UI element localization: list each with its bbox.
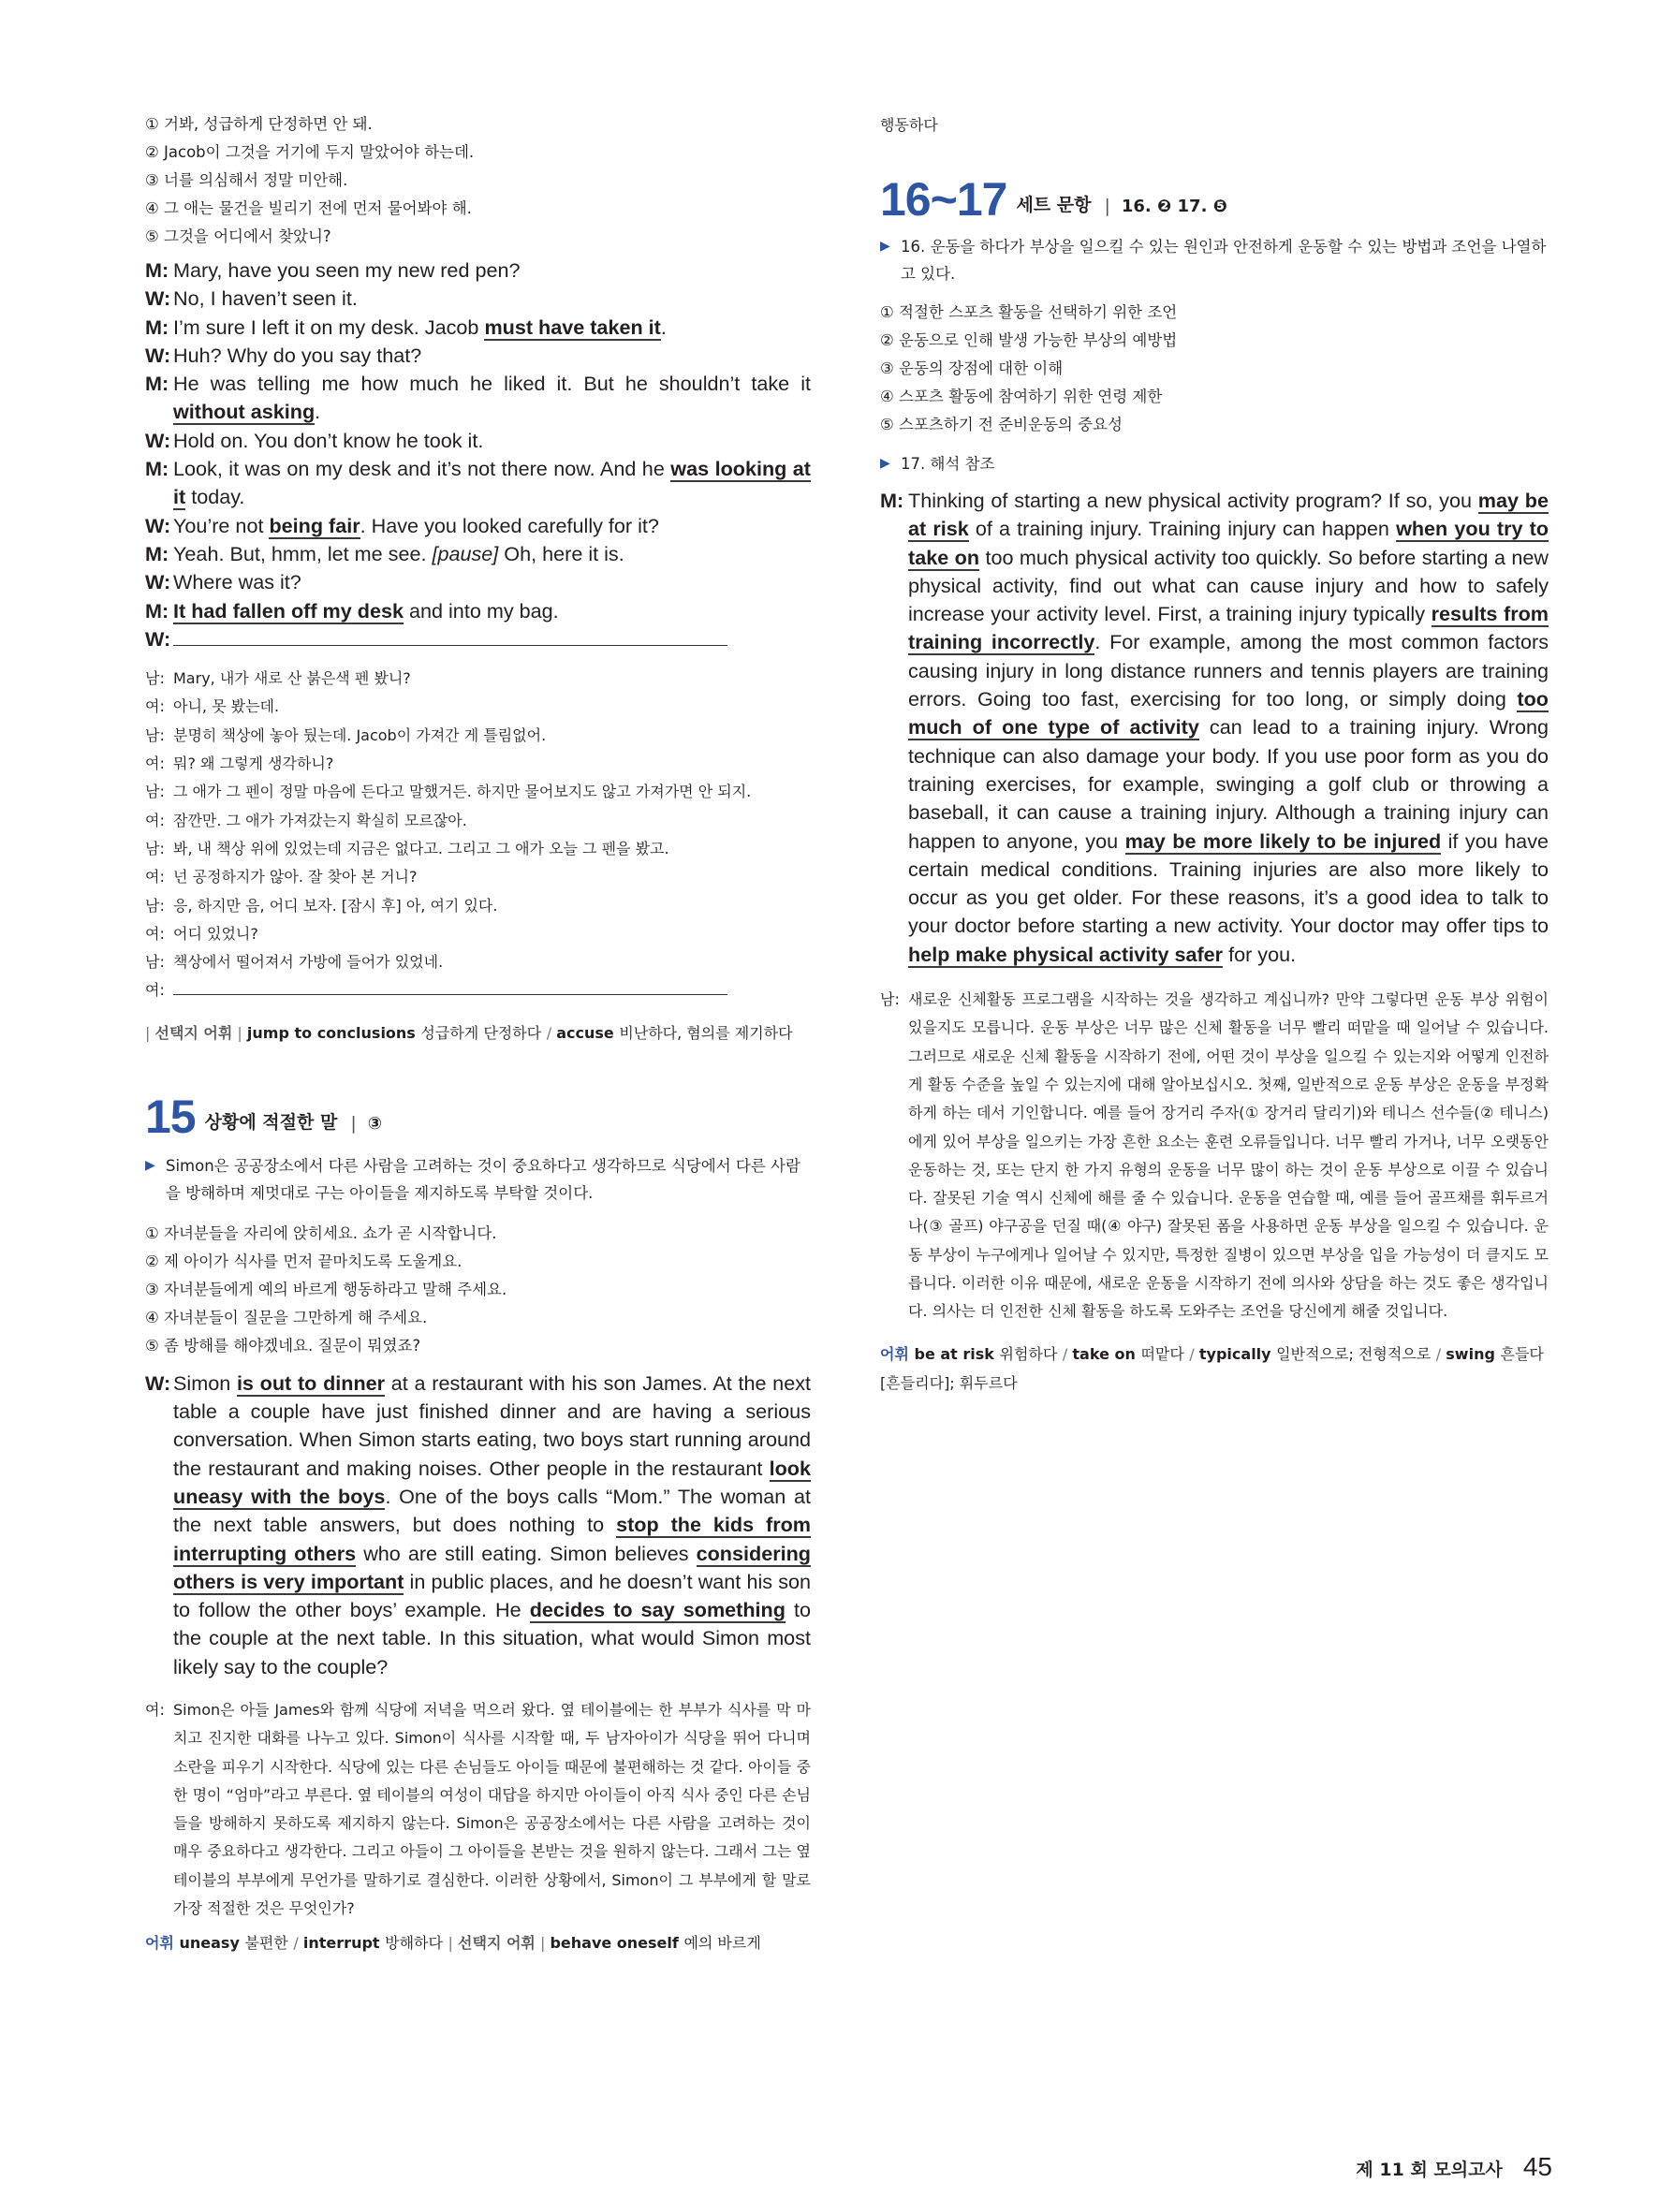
dialogue-line	[145, 693, 811, 721]
passage-body	[880, 487, 1549, 969]
speaker-label: M:	[145, 315, 169, 339]
dialogue-line	[145, 750, 811, 778]
vocab-meaning: 성급하게 단정하다	[420, 1023, 542, 1042]
option-item: ① 자녀분들을 자리에 앉히세요. 쇼가 곧 시작합니다.	[145, 1223, 497, 1242]
speaker-label: W:	[145, 428, 171, 452]
right-column	[880, 110, 1549, 1398]
line-text: Look, it was on my desk and it’s not there now. And he	[173, 457, 671, 481]
passage-body	[145, 1370, 811, 1681]
speaker-label: 남:	[145, 839, 165, 857]
passage-text: too much physical activity too quickly. So before starting a new physical activity, find out what can cause injury and how to safely increase your activity level. First, a training injury typically	[908, 545, 1549, 626]
speaker-label: 여:	[145, 697, 165, 716]
vocab-term: jump to conclusions	[246, 1023, 416, 1042]
vocab-term: be at risk	[914, 1344, 994, 1363]
dialogue-line	[145, 778, 811, 806]
vocab-label: 어휘	[880, 1344, 909, 1363]
section-number: 16~17	[880, 173, 1007, 226]
passage-text: Simon	[173, 1370, 237, 1395]
speaker-label: M:	[145, 258, 169, 282]
speaker-label: 여:	[145, 754, 165, 773]
stage-direction: [잠시 후]	[341, 896, 402, 915]
vocab-term: typically	[1198, 1344, 1271, 1363]
dialogue-line	[145, 256, 811, 285]
speaker-label: W:	[145, 513, 171, 537]
dialogue-line	[145, 427, 811, 455]
speaker-label: 여:	[145, 811, 165, 829]
key-expression: stop the kids from interrupting others	[173, 1513, 811, 1565]
triangle-bullet-icon: ▶	[145, 1157, 155, 1173]
q15-vocab: 어휘 uneasy 불편한 / interrupt 방해하다 | 선택지 어휘 | behave oneself 예의 바르게	[145, 1934, 761, 1953]
q15-options	[145, 1220, 811, 1360]
key-expression: was looking at it	[173, 457, 811, 509]
key-expression: results from training incorrectly	[908, 602, 1549, 654]
vocab-meaning: 방해하다	[385, 1934, 443, 1953]
line-text: 그 애가 그 펜이 정말 마음에 든다고 말했거든. 하지만 물어보지도 않고 가져가면 안 되지.	[173, 783, 752, 801]
speaker-label: M:	[145, 541, 169, 565]
section-divider: |	[1104, 196, 1110, 216]
dialogue-line	[145, 455, 811, 512]
vocab-meaning: 일반적으로; 전형적으로	[1276, 1344, 1432, 1363]
vocab-label: 어휘	[145, 1934, 174, 1953]
q14-options	[145, 110, 811, 251]
line-text: 잠깐만. 그 애가 가져갔는지 확실히 모르잖아.	[173, 811, 467, 829]
dialogue-line	[145, 568, 811, 596]
line-text: . Have you looked carefully for it?	[360, 513, 659, 537]
line-text: Oh, here it is.	[498, 541, 624, 565]
section-title: 상황에 적절한 말	[204, 1111, 338, 1133]
dialogue-line	[145, 920, 811, 948]
option-item: ② 운동으로 인해 발생 가능한 부상의 예방법	[880, 331, 1178, 349]
q15-header	[145, 1090, 811, 1143]
page-footer	[1356, 2152, 1552, 2182]
speaker-label: M:	[145, 598, 169, 623]
explanation-text: 16. 운동을 하다가 부상을 일으킬 수 있는 원인과 안전하게 운동할 수 있는 방법과 조언을 나열하고 있다.	[901, 238, 1547, 283]
line-text: 넌 공정하지가 않아. 잘 찾아 본 거니?	[173, 868, 418, 886]
vocab-meaning: 예의 바르게	[683, 1934, 761, 1953]
line-text: 아니, 못 봤는데.	[173, 697, 280, 716]
passage-text: who are still eating. Simon believes	[356, 1541, 697, 1565]
speaker-label: 남:	[145, 669, 165, 688]
option-item: ① 적절한 스포츠 활동을 선택하기 위한 조언	[880, 303, 1178, 321]
passage-text: in public places, and he doesn’t want his son to follow the other boys’ example. He	[173, 1569, 812, 1622]
passage-text: if you have certain medical conditions. Training injuries are also more likely to occur as you get older. For these reasons, it’s a good idea to talk to your doctor before starting a new activity. Your doctor may offer tips to	[908, 828, 1549, 938]
q1617-header	[880, 173, 1549, 226]
dialogue-line	[145, 892, 811, 920]
q1617-vocab: 어휘 be at risk 위험하다 / take on 떠맡다 / typically 일반적으로; 전형적으로 / swing 흔들다[흔들리다]; 휘두르다	[880, 1344, 1544, 1392]
option-item: ④ 스포츠 활동에 참여하기 위한 연령 제한	[880, 388, 1163, 405]
key-expression: considering others is very important	[173, 1541, 811, 1593]
passage-text: to the couple at the next table. In this situation, what would Simon most likely say to the couple?	[173, 1598, 812, 1678]
line-text: I’m sure I left it on my desk. Jacob	[173, 315, 485, 339]
footer-title: 제 11 회 모의고사	[1356, 2160, 1503, 2180]
speaker-label: W:	[145, 343, 171, 367]
key-expression: look uneasy with the boys	[173, 1456, 811, 1508]
line-text: Hold on. You don’t know he took it.	[173, 428, 484, 452]
speaker-label: 남:	[145, 896, 165, 915]
section-divider: |	[350, 1112, 357, 1134]
passage-text: . One of the boys calls “Mom.” The woman at the next table answers, but does nothing to	[173, 1484, 812, 1537]
q1617-translation	[880, 986, 1549, 1326]
option-item: ③ 운동의 장점에 대한 이해	[880, 359, 1064, 377]
option-item: ② 제 아이가 식사를 먼저 끝마치도록 도울게요.	[145, 1252, 463, 1270]
option-item: ② Jacob이 그것을 거기에 두지 말았어야 하는데.	[145, 143, 475, 161]
speaker-label: 여:	[145, 981, 165, 1000]
speaker-label: M:	[145, 457, 169, 481]
section-title: 세트 문항	[1016, 195, 1092, 215]
vocab-label: 선택지 어휘	[458, 1934, 536, 1953]
line-text: 책상에서 떨어져서 가방에 들어가 있었네.	[173, 953, 444, 972]
line-text: 응, 하지만 음, 어디 보자.	[173, 896, 342, 915]
key-expression: may be more likely to be injured	[1124, 828, 1442, 853]
line-text: You’re not	[173, 513, 270, 537]
q15-passage	[145, 1370, 811, 1681]
option-item: ③ 너를 의심해서 정말 미안해.	[145, 171, 348, 189]
speaker-label: 남:	[145, 953, 165, 972]
line-text: .	[315, 400, 321, 424]
dialogue-line	[145, 835, 811, 863]
line-text: 아, 여기 있다.	[401, 896, 498, 915]
option-item: ① 거봐, 성급하게 단정하면 안 돼.	[145, 115, 373, 133]
q15-explanation	[145, 1152, 811, 1207]
key-expression: may be at risk	[908, 489, 1549, 541]
vocab-meaning: 행동하다	[880, 116, 938, 134]
speaker-label: 여:	[145, 868, 165, 886]
section-number: 15	[145, 1090, 196, 1143]
passage-text: Thinking of starting a new physical activity program? If so, you	[908, 489, 1478, 512]
vocab-meaning: 떠맡다	[1140, 1344, 1184, 1363]
line-text: Where was it?	[173, 570, 301, 594]
q14-vocab: | 선택지 어휘 | jump to conclusions 성급하게 단정하다 / accuse 비난하다, 혐의를 제기하다	[145, 1023, 793, 1042]
page-number: 45	[1522, 2152, 1552, 2181]
vocab-term: swing	[1446, 1344, 1495, 1363]
line-text: and into my bag.	[403, 598, 559, 623]
line-text: 뭐? 왜 그렇게 생각하니?	[173, 754, 334, 773]
triangle-bullet-icon: ▶	[880, 456, 890, 471]
speaker-label: M:	[880, 489, 904, 512]
speaker-label: W:	[145, 1370, 171, 1395]
dialogue-line	[145, 863, 811, 891]
dialogue-line	[145, 342, 811, 370]
dialogue-line	[145, 285, 811, 313]
line-text: 분명히 책상에 놓아 뒀는데. Jacob이 가져간 게 틀림없어.	[173, 725, 547, 744]
key-expression: help make physical activity safer	[908, 942, 1224, 966]
dialogue-line	[145, 665, 811, 693]
key-expression: being fair	[269, 513, 360, 537]
translation-body	[880, 986, 1549, 1326]
dialogue-line	[145, 625, 811, 653]
option-item: ④ 자녀분들이 질문을 그만하게 해 주세요.	[145, 1308, 428, 1326]
stage-direction: [pause]	[432, 541, 499, 565]
dialogue-line	[145, 314, 811, 342]
vocab-meaning: 위험하다	[999, 1344, 1058, 1363]
vocab-label: 선택지 어휘	[154, 1023, 233, 1042]
answer-badge: 16. ❷ 17. ❺	[1121, 197, 1227, 216]
vocab-meaning: 불편한	[244, 1934, 288, 1953]
option-item: ④ 그 애는 물건을 빌리기 전에 먼저 물어봐야 해.	[145, 199, 472, 217]
key-expression: must have taken it	[484, 315, 661, 339]
speaker-label: W:	[145, 570, 171, 594]
passage-text: can lead to a training injury. Wrong technique can also damage your body. If you use poor form as you do training exercises, for example, swinging a golf club or throwing a baseball, it can cause a training injury. Although a training injury can happen to anyone, you	[908, 715, 1549, 853]
speaker-label: 남:	[880, 990, 900, 1009]
q16-explanation	[880, 233, 1549, 287]
line-text: 봐, 내 책상 위에 있었는데 지금은 없다고. 그리고 그 애가 오늘 그 펜을 봤고.	[173, 839, 669, 857]
q15-translation	[145, 1696, 811, 1923]
speaker-label: W:	[145, 286, 171, 311]
vocab-meaning: 비난하다, 혐의를 제기하다	[619, 1023, 793, 1042]
passage-text: . For example, among the most common factors causing injury in long distance runners and tennis players are training errors. Going too fast, exercising for too long, or simply doing	[908, 630, 1549, 711]
vocab-term: behave oneself	[550, 1934, 679, 1953]
left-column	[145, 110, 811, 1957]
passage-text: at a restaurant with his son James. At the next table a couple have just finished dinner and are having a serious conversation. When Simon starts eating, two boys start running around the restaurant and making noises. Other people in the restaurant	[173, 1370, 811, 1480]
key-expression: when you try to take on	[908, 517, 1549, 569]
option-item: ⑤ 좀 방해를 해야겠네요. 질문이 뭐였죠?	[145, 1336, 421, 1355]
dialogue-line	[145, 540, 811, 568]
dialogue-line	[145, 976, 811, 1004]
translation-text: 새로운 신체활동 프로그램을 시작하는 것을 생각하고 계십니까? 만약 그렇다면 운동 부상 위험이 있을지도 모릅니다. 운동 부상은 너무 많은 신체 활동을 너무 빨리 떠맡을 때 일어날 수 있습니다. 그러므로 새로운 신체 활동을 시작하기 전에, 어떤 것이 부상을 일으킬 수 있는지와 어떻게 인전하게 활동 수준을 높일 수 있는지에 대해 알아보십시오. 첫째, 일반적으로 운동 부상은 운동을 부정확하게 하는 데서 기인합니다. 예를 들어 장거리 주자(① 장거리 달리기)와 테니스 선수들(② 테니스)에게 있어 부상을 일으키는 가장 흔한 요소는 훈련 오류들입니다. 너무 빨리 가거나, 너무 오랫동안 운동하는 것, 또는 단지 한 가지 유형의 운동을 너무 많이 하는 것이 운동 부상으로 이끌 수 있습니다. 잘못된 기술 역시 신체에 해를 줄 수 있습니다. 운동을 연습할 때, 예를 들어 골프채를 휘두르거나(③ 골프) 야구공을 던질 때(④ 야구) 잘못된 폼을 사용하면 운동 부상을 일으킬 수 있습니다. 운동 부상이 누구에게나 일어날 수 있지만, 특정한 질병이 있으면 부상을 입을 가능성이 더 클지도 모릅니다. 이러한 이유 때문에, 새로운 운동을 시작하기 전에 의사와 상담을 하는 것도 좋은 생각입니다. 의사는 더 인전한 신체 활동을 하도록 도와주는 조언을 당신에게 해줄 것입니다.	[908, 990, 1549, 1321]
line-text: Mary, 내가 새로 산 붉은색 펜 봤니?	[173, 669, 411, 688]
option-item: ⑤ 스포츠하기 전 준비운동의 중요성	[880, 416, 1123, 433]
speaker-label: M:	[145, 372, 169, 396]
q17-note	[880, 450, 1549, 477]
triangle-bullet-icon: ▶	[880, 239, 890, 254]
line-text: Yeah. But, hmm, let me see.	[173, 541, 433, 565]
key-expression: is out to dinner	[236, 1370, 386, 1395]
line-text: 어디 있었니?	[173, 924, 258, 943]
vocab-meaning: 흔들다[흔들리다]; 휘두르다	[880, 1344, 1544, 1392]
q14-translation	[145, 665, 811, 1005]
dialogue-line	[145, 597, 811, 625]
dialogue-line	[145, 722, 811, 750]
dialogue-line	[145, 807, 811, 835]
line-text: Mary, have you seen my new red pen?	[173, 258, 521, 282]
line-text: today.	[185, 485, 245, 509]
line-text: No, I haven’t seen it.	[173, 286, 358, 311]
answer-blank	[173, 628, 727, 646]
key-expression: It had fallen off my desk	[173, 598, 404, 623]
dialogue-line	[145, 512, 811, 540]
vocab-term: accuse	[556, 1023, 614, 1042]
q14-dialogue	[145, 256, 811, 653]
passage-text: for you.	[1223, 942, 1297, 966]
vocab-term: interrupt	[302, 1934, 380, 1953]
speaker-label: 남:	[145, 725, 165, 744]
dialogue-line	[145, 948, 811, 976]
line-text: Huh? Why do you say that?	[173, 343, 422, 367]
explanation-text: Simon은 공공장소에서 다른 사람을 고려하는 것이 중요하다고 생각하므로 식당에서 다른 사람을 방해하며 제멋대로 구는 아이들을 제지하도록 부탁할 것이다.	[166, 1156, 800, 1202]
passage-text: of a training injury. Training injury can happen	[968, 517, 1397, 541]
option-item: ③ 자녀분들에게 예의 바르게 행동하라고 말해 주세요.	[145, 1280, 507, 1298]
translation-body	[145, 1696, 811, 1923]
key-expression: too much of one type of activity	[908, 687, 1549, 740]
q15-vocab-continuation	[880, 110, 1549, 139]
q1617-passage	[880, 487, 1549, 969]
key-expression: without asking	[173, 400, 316, 424]
speaker-label: W:	[145, 626, 171, 651]
option-item: ⑤ 그것을 어디에서 찾았니?	[145, 227, 331, 245]
line-text: .	[660, 315, 667, 339]
dialogue-line	[145, 370, 811, 427]
vocab-term: take on	[1072, 1344, 1136, 1363]
answer-blank	[173, 978, 727, 995]
explanation-text: 17. 해석 참조	[901, 455, 995, 473]
translation-text: Simon은 아들 James와 함께 식당에 저녁을 먹으러 왔다. 옆 테이블에는 한 부부가 식사를 막 마치고 진지한 대화를 나누고 있다. Simon이 식사를 시작할 때, 두 남자아이가 식당을 뛰어 다니며 소란을 피우기 시작한다. 식당에 있는 다른 손님들도 아이들 때문에 불편해하는 것 같다. 아이들 중 한 명이 “엄마”라고 부른다. 옆 테이블의 여성이 대답을 하지만 아이들이 아직 식사 중인 다른 손님들을 방해하지 못하도록 제지하지 않는다. Simon은 공공장소에서는 다른 사람을 고려하는 것이 매우 중요하다고 생각한다. 그리고 아들이 그 아이들을 본받는 것을 원하지 않는다. 그래서 그는 옆 테이블의 부부에게 무언가를 말하기로 결심한다. 이러한 상황에서, Simon이 그 부부에게 할 말로 가장 적절한 것은 무엇인가?	[173, 1700, 811, 1918]
speaker-label: 남:	[145, 783, 165, 801]
answer-badge: ③	[367, 1113, 382, 1134]
q16-options	[880, 299, 1549, 439]
speaker-label: 여:	[145, 1700, 165, 1719]
vocab-term: uneasy	[179, 1934, 240, 1953]
key-expression: decides to say something	[529, 1598, 786, 1622]
speaker-label: 여:	[145, 924, 165, 943]
line-text: He was telling me how much he liked it. But he shouldn’t take it	[173, 372, 811, 396]
